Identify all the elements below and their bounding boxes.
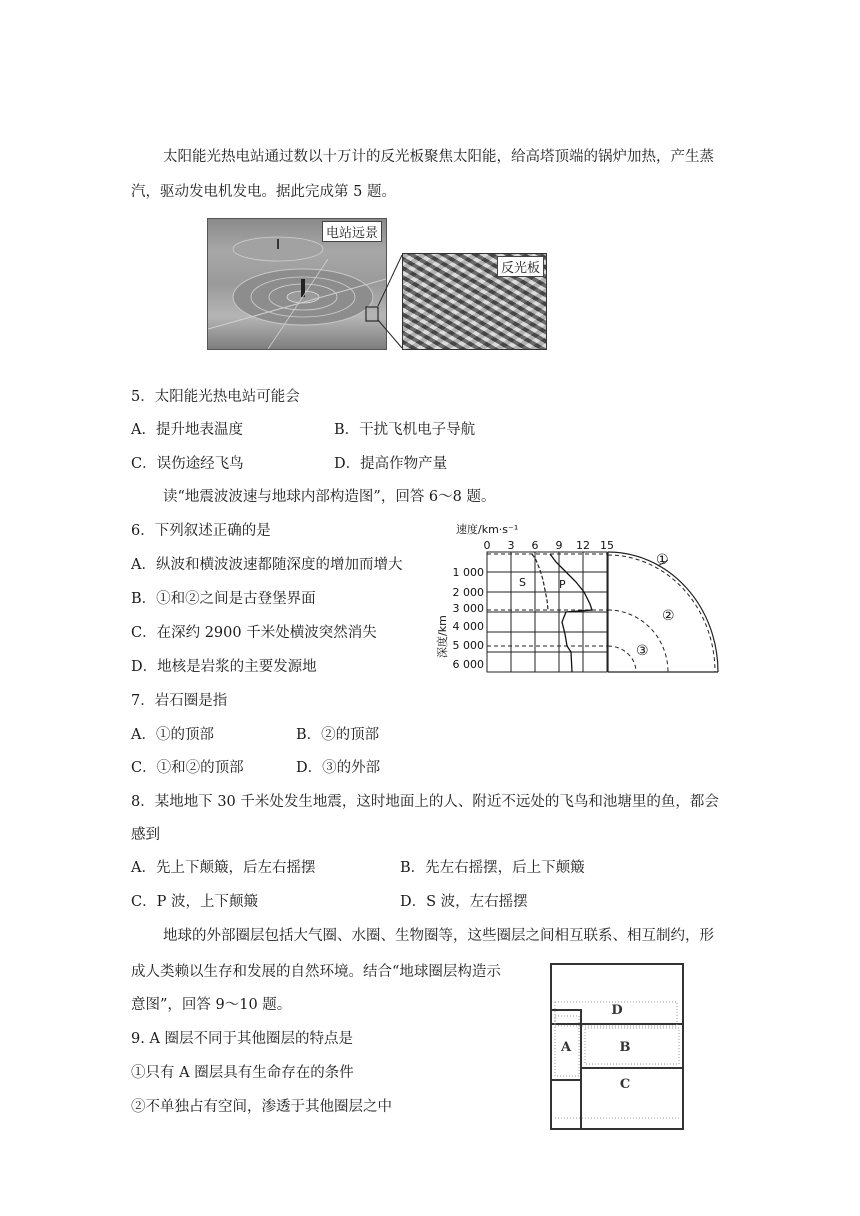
speed-tick: 9 — [555, 539, 563, 552]
q9-stem: 9. A 圈层不同于其他圈层的特点是 — [131, 1031, 354, 1047]
q8-option-a: A．先上下颠簸，后左右摇摆 — [131, 860, 316, 876]
depth-tick: 4 000 — [452, 620, 484, 633]
speed-tick: 15 — [600, 539, 614, 552]
speed-tick: 12 — [576, 539, 590, 552]
sphere-label-c: C — [619, 1077, 631, 1092]
layer-1-label: ① — [656, 552, 669, 568]
s-wave-label: S — [519, 576, 526, 589]
q8-option-d: D．S 波，左右摇摆 — [400, 894, 528, 910]
q5-option-c: C．误伤途经飞鸟 — [131, 456, 244, 472]
speed-tick: 3 — [507, 539, 515, 552]
intro3-line1: 地球的外部圈层包括大气圈、水圈、生物圈等，这些圈层之间相互联系、相互制约，形 — [163, 928, 714, 944]
q5-stem: 5．太阳能光热电站可能会 — [131, 389, 300, 405]
depth-tick: 5 000 — [452, 639, 484, 652]
depth-tick: 2 000 — [452, 586, 484, 599]
sphere-label-b: B — [619, 1040, 631, 1055]
intro3-line2: 成人类赖以生存和发展的自然环境。结合“地球圈层构造示 — [131, 964, 501, 980]
intro-text-line1: 太阳能光热电站通过数以十万计的反光板聚焦太阳能，给高塔顶端的锅炉加热，产生蒸 — [163, 149, 714, 165]
intro3-line3: 意图”，回答 9～10 题。 — [131, 997, 292, 1013]
layer-3-label: ③ — [636, 643, 649, 659]
q7-option-b: B．②的顶部 — [296, 727, 380, 743]
q7-option-c: C．①和②的顶部 — [131, 760, 244, 776]
q5-option-a: A．提升地表温度 — [131, 422, 243, 438]
q7-option-d: D．③的外部 — [296, 760, 381, 776]
depth-tick: 6 000 — [452, 658, 484, 671]
photo-label-near: 反光板 — [497, 256, 544, 277]
sphere-label-d: D — [611, 1003, 623, 1018]
core-boundary-arc — [608, 610, 668, 672]
p-wave-label: P — [559, 578, 566, 591]
depth-tick: 1 000 — [452, 566, 484, 579]
q7-option-a: A．①的顶部 — [131, 727, 214, 743]
q7-stem: 7．岩石圈是指 — [131, 693, 228, 709]
q5-option-d: D．提高作物产量 — [334, 456, 448, 472]
photo-label-far: 电站远景 — [322, 221, 382, 242]
speed-tick: 0 — [483, 539, 491, 552]
q6-option-a: A．纵波和横波波速都随深度的增加而增大 — [131, 557, 403, 573]
q6-stem: 6．下列叙述正确的是 — [131, 523, 271, 539]
q8-stem-line1: 8．某地地下 30 千米处发生地震，这时地面上的人、附近不远处的飞鸟和池塘里的鱼，都会 — [131, 794, 719, 810]
seismic-wave-chart — [432, 518, 732, 678]
q9-option-1: ①只有 A 圈层具有生命存在的条件 — [131, 1065, 354, 1081]
depth-tick: 3 000 — [452, 602, 484, 615]
q8-stem-line2: 感到 — [131, 827, 160, 843]
q6-option-d: D．地核是岩浆的主要发源地 — [131, 659, 317, 675]
speed-tick: 6 — [531, 539, 539, 552]
chart-speed-label: 速度/km·s⁻¹ — [456, 523, 519, 536]
s-wave-curve — [532, 554, 548, 610]
q6-option-b: B．①和②之间是古登堡界面 — [131, 591, 316, 607]
chart-depth-label: 深度/km — [436, 615, 449, 658]
layer-2-label: ② — [662, 608, 675, 624]
earth-sphere-diagram — [545, 960, 690, 1135]
q8-option-c: C．P 波，上下颠簸 — [131, 894, 258, 910]
lithosphere-region — [581, 1068, 683, 1129]
sphere-label-a: A — [560, 1040, 572, 1055]
inner-core-boundary-arc — [608, 646, 636, 672]
q9-option-2: ②不单独占有空间，渗透于其他圈层之中 — [131, 1099, 392, 1115]
q8-option-b: B．先左右摇摆，后上下颠簸 — [400, 860, 585, 876]
intro-text-line2: 汽，驱动发电机发电。据此完成第 5 题。 — [131, 184, 396, 200]
q5-option-b: B．干扰飞机电子导航 — [334, 422, 476, 438]
q6-option-c: C．在深约 2900 千米处横波突然消失 — [131, 625, 377, 641]
intro2-text: 读“地震波波速与地球内部构造图”，回答 6～8 题。 — [163, 489, 496, 505]
